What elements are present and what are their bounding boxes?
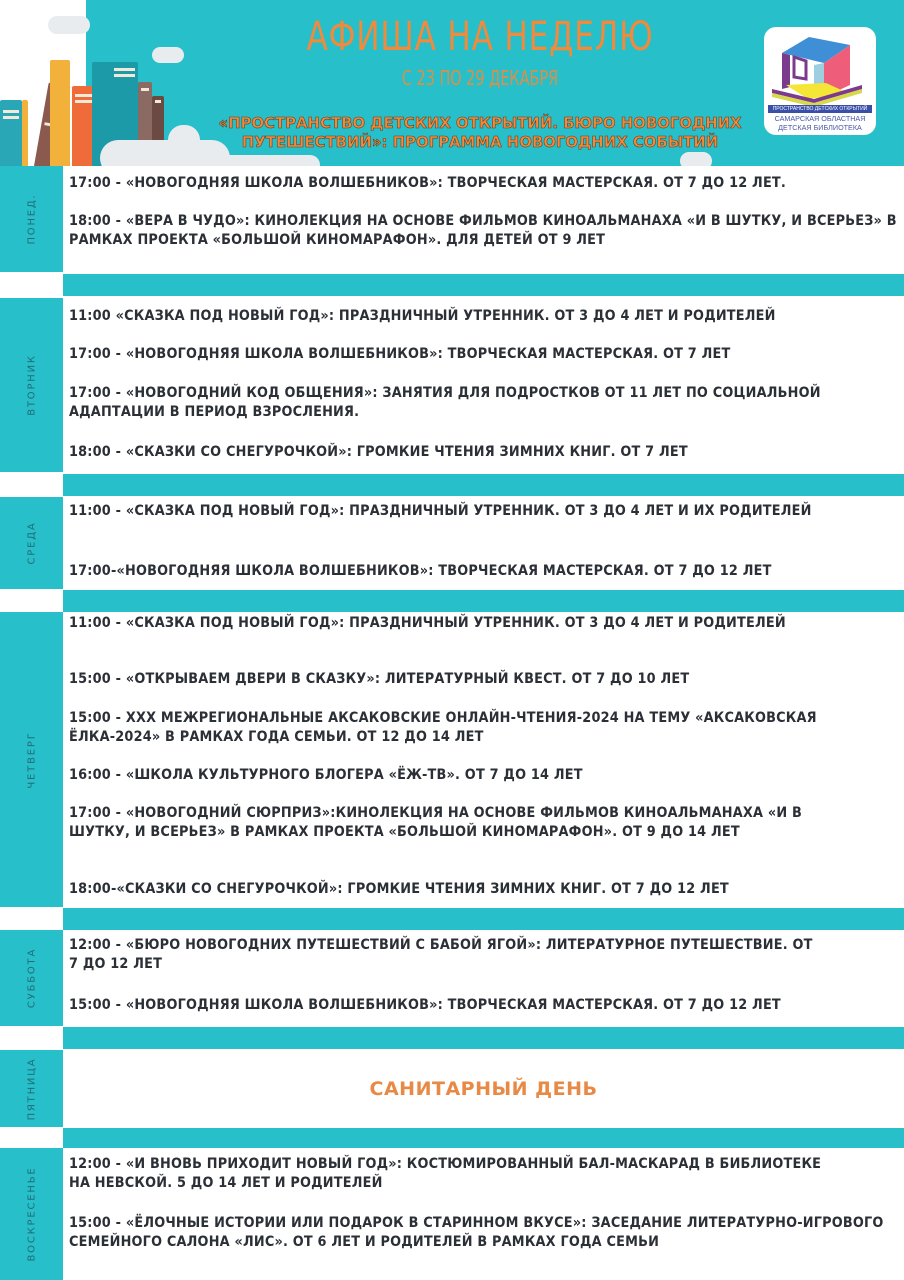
event-item: 17:00 - «НОВОГОДНЯЯ ШКОЛА ВОЛШЕБНИКОВ»: ТВОРЧЕСКАЯ МАСТЕРСКАЯ. ОТ 7 ДО 12 ЛЕТ. [69,175,786,191]
day-block-sunday [0,1148,904,1280]
event-item: 12:00 - «И ВНОВЬ ПРИХОДИТ НОВЫЙ ГОД»: КОСТЮМИРОВАННЫЙ БАЛ-МАСКАРАД В БИБЛИОТЕКЕ НА НЕВСКОЙ. 5 ДО 14 ЛЕТ И РОДИТЕЛЕЙ [69,1156,822,1191]
day-block-saturday [0,930,904,1026]
day-events [63,1148,904,1280]
day-events [63,612,904,907]
event-item: 18:00 - «ВЕРА В ЧУДО»: КИНОЛЕКЦИЯ НА ОСНОВЕ ФИЛЬМОВ КИНОАЛЬМАНАХА «И В ШУТКУ, И ВСЕРЬЕЗ» В РАМКАХ ПРОЕКТА «БОЛЬШОЙ КИНОМАРАФОН». ДЛЯ ДЕТЕЙ ОТ 9 ЛЕТ [69,213,897,248]
cloud-decoration [210,155,320,166]
day-block-wednesday [0,497,904,589]
logo-caption-line1: САМАРСКАЯ ОБЛАСТНАЯ [774,114,866,123]
day-separator [0,474,904,496]
day-sidebar [0,298,63,472]
day-events [63,1050,904,1127]
cloud-decoration [48,16,90,34]
date-range: С 23 ПО 29 ДЕКАБРЯ [401,66,559,90]
day-label-friday: ПЯТНИЦА [26,1057,37,1120]
event-item: 17:00-«НОВОГОДНЯЯ ШКОЛА ВОЛШЕБНИКОВ»: ТВОРЧЕСКАЯ МАСТЕРСКАЯ. ОТ 7 ДО 12 ЛЕТ [69,563,772,579]
library-logo-icon [764,27,876,107]
poster-title: АФИША НА НЕДЕЛЮ [306,14,654,60]
day-block-friday [0,1050,904,1127]
day-separator [0,1128,904,1148]
event-item: 15:00 - «ОТКРЫВАЕМ ДВЕРИ В СКАЗКУ»: ЛИТЕРАТУРНЫЙ КВЕСТ. ОТ 7 ДО 10 ЛЕТ [69,671,690,687]
event-item: 18:00-«СКАЗКИ СО СНЕГУРОЧКОЙ»: ГРОМКИЕ ЧТЕНИЯ ЗИМНИХ КНИГ. ОТ 7 ДО 12 ЛЕТ [69,881,729,897]
event-item: 17:00 - «НОВОГОДНИЙ КОД ОБЩЕНИЯ»: ЗАНЯТИЯ ДЛЯ ПОДРОСТКОВ ОТ 11 ЛЕТ ПО СОЦИАЛЬНОЙ АДАПТАЦИИ В ПЕРИОД ВЗРОСЛЕНИЯ. [69,385,821,420]
program-title: «ПРОСТРАНСТВО ДЕТСКИХ ОТКРЫТИЙ. БЮРО НОВОГОДНИХ ПУТЕШЕСТВИЙ»: ПРОГРАММА НОВОГОДНИХ СОБЫТИЙ [218,114,742,151]
day-events [63,298,904,472]
event-item: 11:00 - «СКАЗКА ПОД НОВЫЙ ГОД»: ПРАЗДНИЧНЫЙ УТРЕННИК. ОТ 3 ДО 4 ЛЕТ И ИХ РОДИТЕЛЕЙ [69,503,812,519]
day-separator [0,274,904,296]
day-events [63,497,904,589]
day-label-monday: ПОНЕД. [26,193,37,245]
logo-caption [766,114,874,132]
event-item: 15:00 - «НОВОГОДНЯЯ ШКОЛА ВОЛШЕБНИКОВ»: ТВОРЧЕСКАЯ МАСТЕРСКАЯ. ОТ 7 ДО 12 ЛЕТ [69,997,781,1013]
day-label-saturday: СУББОТА [26,947,37,1009]
event-item: 11:00 «СКАЗКА ПОД НОВЫЙ ГОД»: ПРАЗДНИЧНЫЙ УТРЕННИК. ОТ 3 ДО 4 ЛЕТ И РОДИТЕЛЕЙ [69,308,776,324]
event-item: 12:00 - «БЮРО НОВОГОДНИХ ПУТЕШЕСТВИЙ С БАБОЙ ЯГОЙ»: ЛИТЕРАТУРНОЕ ПУТЕШЕСТВИЕ. ОТ 7 ДО 12 ЛЕТ [69,937,813,972]
event-item: 15:00 - «ЁЛОЧНЫЕ ИСТОРИИ ИЛИ ПОДАРОК В СТАРИННОМ ВКУСЕ»: ЗАСЕДАНИЕ ЛИТЕРАТУРНО-ИГРОВОГО СЕМЕЙНОГО САЛОНА «ЛИС». ОТ 6 ЛЕТ И РОДИТЕЛЕЙ В РАМКАХ ГОДА СЕМЬИ [69,1215,884,1250]
day-sidebar [0,497,63,589]
day-label-thursday: ЧЕТВЕРГ [26,730,37,789]
logo-caption-line2: ДЕТСКАЯ БИБЛИОТЕКА [778,123,862,132]
day-sidebar [0,1050,63,1127]
day-label-wednesday: СРЕДА [26,521,37,565]
day-events [63,930,904,1026]
cloud-decoration [680,152,712,166]
day-events [63,166,904,272]
day-sidebar [0,612,63,907]
event-item: 16:00 - «ШКОЛА КУЛЬТУРНОГО БЛОГЕРА «ЁЖ-ТВ». ОТ 7 ДО 14 ЛЕТ [69,767,583,783]
event-item: 17:00 - «НОВОГОДНЯЯ ШКОЛА ВОЛШЕБНИКОВ»: ТВОРЧЕСКАЯ МАСТЕРСКАЯ. ОТ 7 ЛЕТ [69,346,731,362]
day-sidebar [0,930,63,1026]
day-sidebar [0,1148,63,1280]
event-item: 11:00 - «СКАЗКА ПОД НОВЫЙ ГОД»: ПРАЗДНИЧНЫЙ УТРЕННИК. ОТ 3 ДО 4 ЛЕТ И РОДИТЕЛЕЙ [69,615,786,631]
event-item: 15:00 - XXX МЕЖРЕГИОНАЛЬНЫЕ АКСАКОВСКИЕ ОНЛАЙН-ЧТЕНИЯ-2024 НА ТЕМУ «АКСАКОВСКАЯ ЁЛКА-2024» В РАМКАХ ГОДА СЕМЬИ. ОТ 12 ДО 14 ЛЕТ [69,710,817,745]
logo-caption-small: ПРОСТРАНСТВО ДЕТСКИХ ОТКРЫТИЙ [768,105,872,113]
day-block-monday [0,166,904,272]
sanitary-day-notice: САНИТАРНЫЙ ДЕНЬ [369,1077,598,1100]
day-label-tuesday: ВТОРНИК [26,354,37,416]
day-separator [0,908,904,930]
day-separator [0,590,904,612]
day-block-tuesday [0,298,904,472]
day-label-sunday: ВОСКРЕСЕНЬЕ [26,1166,37,1262]
poster-header [0,0,904,166]
event-item: 17:00 - «НОВОГОДНИЙ СЮРПРИЗ»:КИНОЛЕКЦИЯ НА ОСНОВЕ ФИЛЬМОВ КИНОАЛЬМАНАХА «И В ШУТКУ, И ВСЕРЬЕЗ» В РАМКАХ ПРОЕКТА «БОЛЬШОЙ КИНОМАРАФОН». ОТ 9 ДО 14 ЛЕТ [69,805,802,840]
day-separator [0,1027,904,1049]
event-item: 18:00 - «СКАЗКИ СО СНЕГУРОЧКОЙ»: ГРОМКИЕ ЧТЕНИЯ ЗИМНИХ КНИГ. ОТ 7 ЛЕТ [69,444,688,460]
library-logo [764,27,876,135]
day-sidebar [0,166,63,272]
day-block-thursday [0,612,904,907]
